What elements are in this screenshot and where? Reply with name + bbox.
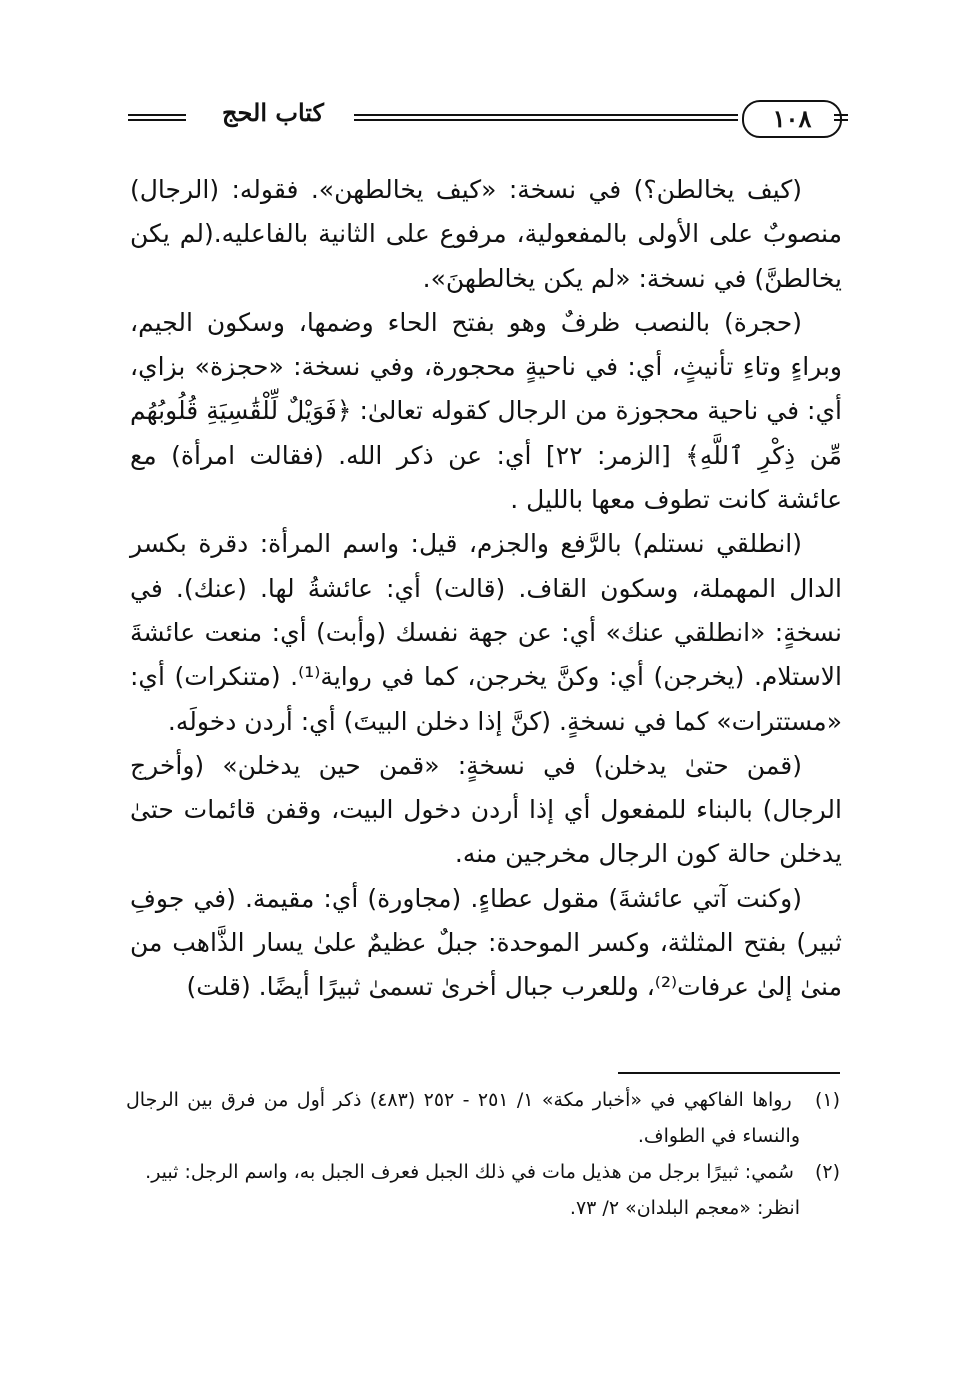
footnote-separator <box>618 1072 840 1074</box>
paragraph-2: (حجرة) بالنصب ظرفٌ وهو بفتح الحاء وضمها، وسكون الجيم، وبراءٍ وتاءِ تأنيثٍ، أي: في ناحيةٍ محجورة، وفي نسخة: «حجزة» بزاي، أي: في ناحية محجوزة من الرجال كقوله تعالىٰ: ﴿فَوَيْلٌ لِّلْقَٰسِيَةِ قُلُوبُهُم مِّن ذِكْرِ ٱللَّهِ﴾ [الزمر: ٢٢] أي: عن ذكر الله. (فقالت امرأة) مع عائشة كانت تطوف معها بالليل . <box>130 307 842 515</box>
footnote-2 <box>126 1154 840 1190</box>
page-number: ١٠٨ <box>742 100 842 138</box>
paragraph-4: (قمن حتىٰ يدخلن) في نسخةٍ: «قمن حين يدخلن» (وأخرج الرجال) بالبناء للمفعول أي إذا أردن دخول البيت، وقفن قائمات حتىٰ يدخلن حالة كون الرجال مخرجين منه. <box>130 750 842 869</box>
footnote-number: (٢) <box>814 1161 840 1183</box>
footnote-2-reference: انظر: «معجم البلدان» ٢/ ٧٣. <box>569 1197 800 1219</box>
footnote-number: (١) <box>814 1089 840 1111</box>
header-rule-right <box>834 114 848 121</box>
body-text <box>130 168 842 1010</box>
page-header <box>128 96 840 140</box>
footnotes <box>126 1082 840 1226</box>
header-rule-middle <box>354 114 738 121</box>
paragraph-3: (انطلقي نستلم) بالرَّفع والجزم، قيل: واسم المرأة: دقرة بكسر الدال المهملة، وسكون القاف. (قالت) أي: عائشةُ لها. (عنك). في نسخةٍ: «انطلقي عنك» أي: عن جهة نفسك (وأبت) أي: منعت عائشةَ الاستلام. (يخرجن) أي: وكنَّ يخرجن، كما في رواية⁽¹⁾. (متنكرات) أي: «مستترات» كما في نسخةٍ. (كنَّ إذا دخلن البيتَ) أي: أردن دخولَه. <box>130 529 842 736</box>
paragraph-5: (وكنت آتي عائشةَ) مقول عطاءٍ. (مجاورة) أي: مقيمة. (في جوفِ ثبير) بفتح المثلثة، وكسر الموحدة: جبلٌ عظيمٌ علىٰ يسار الذَّاهب من منىٰ إلىٰ عرفات⁽²⁾، وللعرب جبال أخرىٰ تسمىٰ ثبيرًا أيضًا. (قلت) <box>130 883 842 1002</box>
footnote-1 <box>126 1082 840 1154</box>
paragraph-1: (كيف يخالطن؟) في نسخة: «كيف يخالطهن». فقوله: (الرجال) منصوبٌ على الأولى بالمفعولية، مرفوع على الثانية بالفاعليه.(لم يكن يخالطنَّ) في نسخة: «لم يكن يخالطهنَ». <box>130 175 842 293</box>
running-title: كتاب الحج <box>222 98 324 127</box>
footnote-text: سُمي: ثبيرًا برجل من هذيل مات في ذلك الجبل فعرف الجبل به، واسم الرجل: ثبير. <box>145 1161 794 1183</box>
header-rule-left <box>128 114 186 121</box>
footnote-text: رواها الفاكهي في «أخبار مكة» ١/ ٢٥١ - ٢٥٢ (٤٨٣) ذكر أول من فرق بين الرجال والنساء في الطواف. <box>126 1089 800 1147</box>
